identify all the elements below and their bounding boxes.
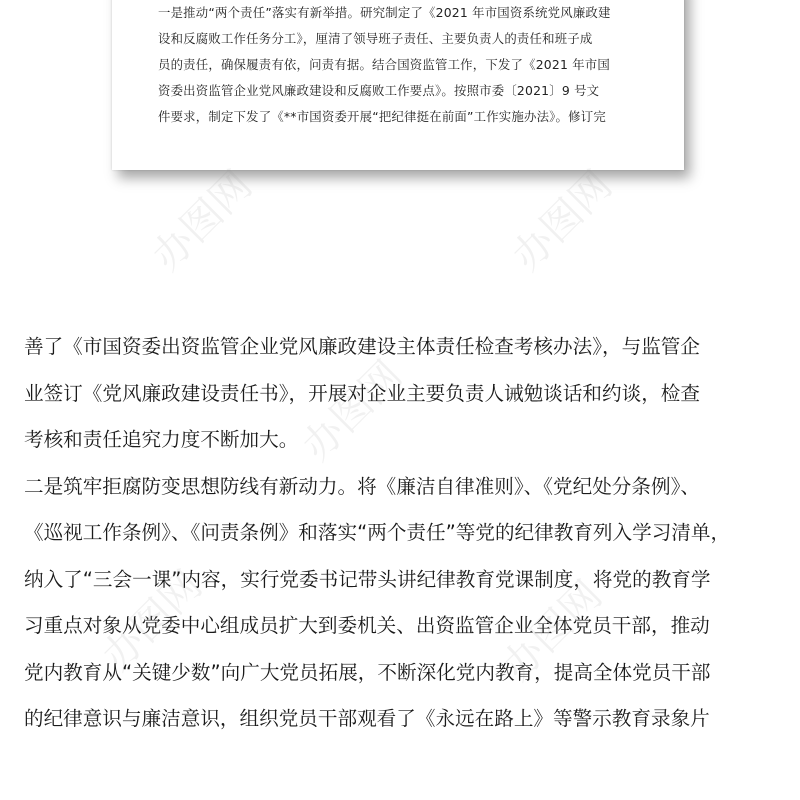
body-paragraphs	[24, 324, 784, 743]
document-page-preview	[112, 0, 684, 170]
body-line: 纳入了“三会一课”内容，实行党委书记带头讲纪律教育党课制度，将党的教育学	[24, 567, 711, 591]
body-line: 业签订《党风廉政建设责任书》，开展对企业主要负责人诫勉谈话和约谈，检查	[24, 381, 700, 405]
preview-line: 资委出资监管企业党风廉政建设和反腐败工作要点》。按照市委〔2021〕9 号文	[158, 83, 600, 98]
preview-line: 一是推动“两个责任”落实有新举措。研究制定了《2021 年市国资系统党风廉政建	[158, 5, 611, 20]
watermark: 办图网	[93, 562, 212, 680]
body-line: 的纪律意识与廉洁意识，组织党员干部观看了《永远在路上》等警示教育录象片	[24, 707, 710, 730]
preview-line: 件要求，制定下发了《**市国资委开展“把纪律挺在前面”工作实施办法》。修订完	[158, 109, 606, 124]
watermark: 办图网	[143, 162, 262, 280]
preview-line: 员的责任，确保履责有依，问责有据。结合国资监管工作，下发了《2021 年市国	[158, 57, 610, 72]
body-line: 二是筑牢拒腐防变思想防线有新动力。将《廉洁自律准则》、《党纪处分条例》、	[24, 474, 700, 498]
body-line: 习重点对象从党委中心组成员扩大到委机关、出资监管企业全体党员干部，推动	[24, 614, 710, 637]
body-line: 党内教育从“关键少数”向广大党员拓展，不断深化党内教育，提高全体党员干部	[24, 660, 711, 684]
preview-line: 设和反腐败工作任务分工》，厘清了领导班子责任、主要负责人的责任和班子成	[158, 31, 593, 46]
body-line: 《巡视工作条例》、《问责条例》和落实“两个责任”等党的纪律教育列入学习清单，	[24, 521, 731, 544]
watermark: 办图网	[503, 162, 622, 280]
body-line: 善了《市国资委出资监管企业党风廉政建设主体责任检查考核办法》，与监管企	[24, 335, 700, 358]
body-line: 考核和责任追究力度不断加大。	[24, 428, 299, 451]
watermark: 办图网	[493, 572, 612, 690]
watermark: 办图网	[293, 352, 412, 470]
preview-paragraph	[158, 0, 658, 130]
